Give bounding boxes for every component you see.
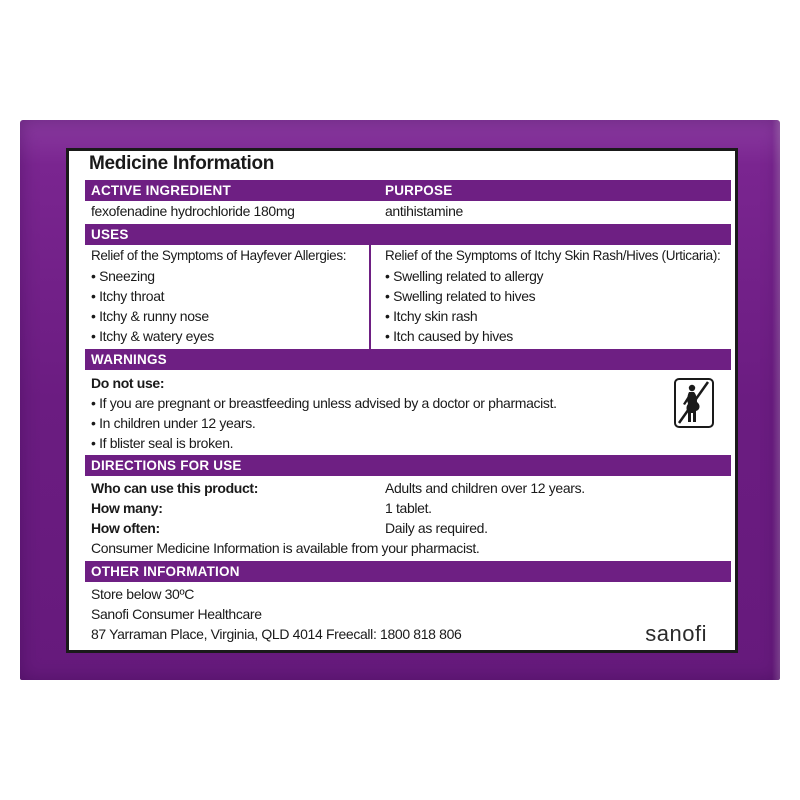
warning-item: • If you are pregnant or breastfeeding unless advised by a doctor or pharmacist. (91, 395, 557, 411)
storage-line: Store below 30ºC (91, 586, 195, 602)
warnings-header: WARNINGS (91, 352, 167, 367)
directions-value: 1 tablet. (385, 500, 432, 516)
warnings-header-bar (85, 349, 731, 370)
directions-header: DIRECTIONS FOR USE (91, 458, 242, 473)
sanofi-logo: sanofi (645, 621, 707, 646)
uses-right-heading: Relief of the Symptoms of Itchy Skin Rash/Hives (Urticaria): (385, 248, 721, 263)
directions-label: How many: (91, 500, 163, 516)
uses-left-heading: Relief of the Symptoms of Hayfever Allergies: (91, 248, 347, 263)
directions-label: How often: (91, 520, 160, 536)
do-not-use-label: Do not use: (91, 375, 165, 391)
uses-right-item: • Swelling related to allergy (385, 268, 544, 284)
medicine-information-panel (66, 148, 738, 653)
purpose-value: antihistamine (385, 203, 463, 219)
uses-left-item: • Itchy & runny nose (91, 308, 209, 324)
other-info-header: OTHER INFORMATION (91, 564, 240, 579)
uses-header: USES (91, 227, 129, 242)
purpose-header: PURPOSE (385, 183, 453, 198)
active-ingredient-header-bar (85, 180, 731, 201)
active-ingredient-value: fexofenadine hydrochloride 180mg (91, 203, 295, 219)
uses-left-item: • Itchy throat (91, 288, 165, 304)
directions-value: Daily as required. (385, 520, 488, 536)
uses-right-item: • Itchy skin rash (385, 308, 478, 324)
directions-header-bar (85, 455, 731, 476)
company-line: Sanofi Consumer Healthcare (91, 606, 262, 622)
uses-column-divider (369, 245, 371, 349)
uses-header-bar (85, 224, 731, 245)
directions-note: Consumer Medicine Information is available from your pharmacist. (91, 540, 480, 556)
uses-right-item: • Itch caused by hives (385, 328, 513, 344)
warning-item: • If blister seal is broken. (91, 435, 234, 451)
no-pregnancy-icon (674, 378, 714, 428)
uses-left-item: • Sneezing (91, 268, 155, 284)
address-line: 87 Yarraman Place, Virginia, QLD 4014 Freecall: 1800 818 806 (91, 626, 462, 642)
uses-right-item: • Swelling related to hives (385, 288, 536, 304)
directions-value: Adults and children over 12 years. (385, 480, 585, 496)
active-ingredient-header: ACTIVE INGREDIENT (91, 183, 231, 198)
warning-item: • In children under 12 years. (91, 415, 256, 431)
other-info-header-bar (85, 561, 731, 582)
uses-left-item: • Itchy & watery eyes (91, 328, 214, 344)
panel-title: Medicine Information (89, 153, 275, 174)
directions-label: Who can use this product: (91, 480, 259, 496)
